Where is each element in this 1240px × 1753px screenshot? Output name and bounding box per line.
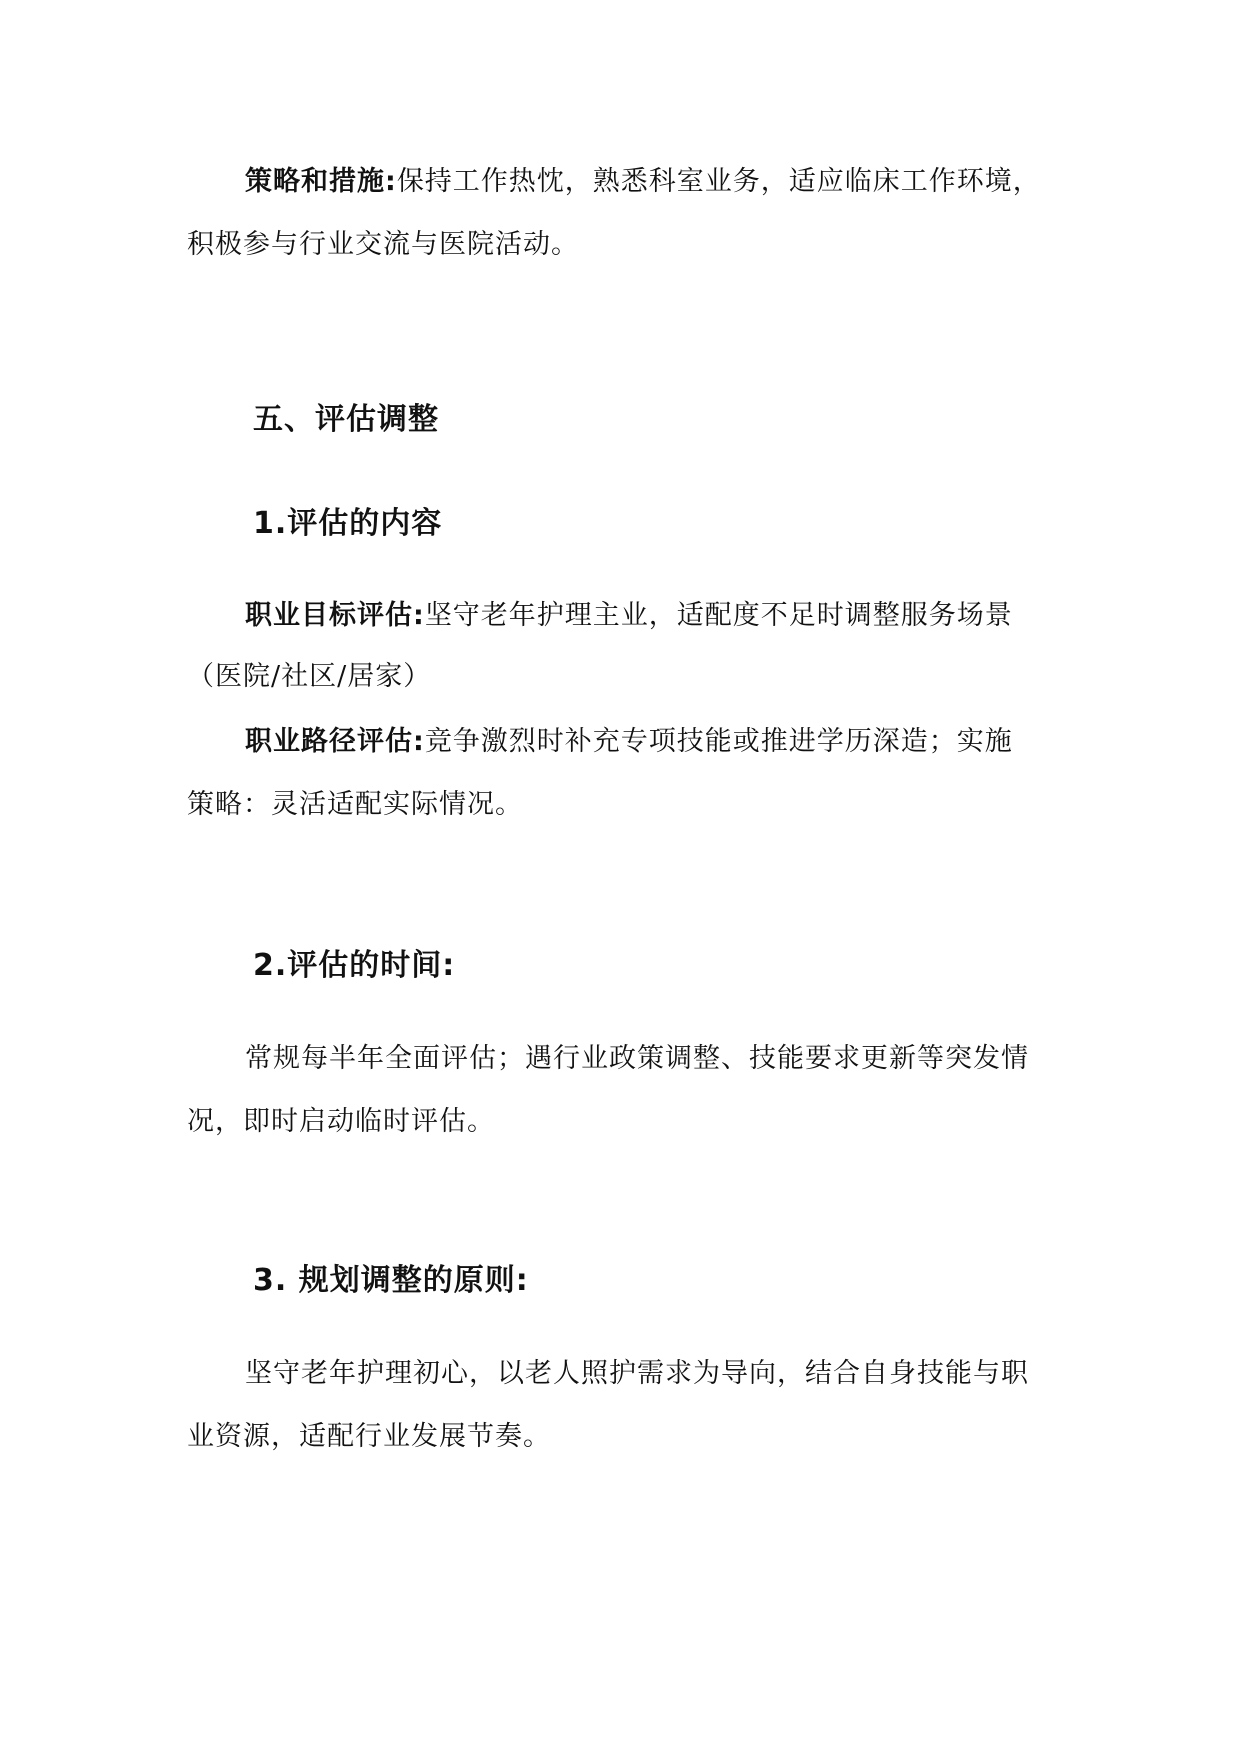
career-path-line-2: 策略：灵活适配实际情况。 [187, 789, 523, 820]
strategy-line-1 [245, 162, 1041, 202]
subsection-2-title: 2.评估的时间: [253, 948, 456, 983]
subsection-1-title: 1.评估的内容 [253, 506, 443, 541]
career-path-line-1 [245, 722, 1013, 762]
strategy-label: 策略和措施: [245, 166, 397, 197]
section-title: 五、评估调整 [253, 402, 439, 437]
career-goal-label: 职业目标评估: [245, 600, 425, 631]
principle-line-1: 坚守老年护理初心，以老人照护需求为导向，结合自身技能与职 [245, 1358, 1029, 1389]
career-goal-line-2: （医院/社区/居家） [187, 661, 432, 692]
eval-time-line-1: 常规每半年全面评估；遇行业政策调整、技能要求更新等突发情 [245, 1043, 1029, 1074]
career-path-text-1: 竞争激烈时补充专项技能或推进学历深造；实施 [424, 726, 1013, 757]
strategy-line-2: 积极参与行业交流与医院活动。 [187, 229, 579, 260]
strategy-text-1: 保持工作热忱，熟悉科室业务，适应临床工作环境， [396, 166, 1041, 197]
career-goal-line-1 [245, 596, 1013, 636]
eval-time-line-2: 况，即时启动临时评估。 [187, 1106, 495, 1137]
career-goal-text-1: 坚守老年护理主业，适配度不足时调整服务场景 [424, 600, 1013, 631]
principle-line-2: 业资源，适配行业发展节奏。 [187, 1421, 551, 1452]
subsection-3-title: 3. 规划调整的原则: [253, 1263, 529, 1298]
career-path-label: 职业路径评估: [245, 726, 425, 757]
